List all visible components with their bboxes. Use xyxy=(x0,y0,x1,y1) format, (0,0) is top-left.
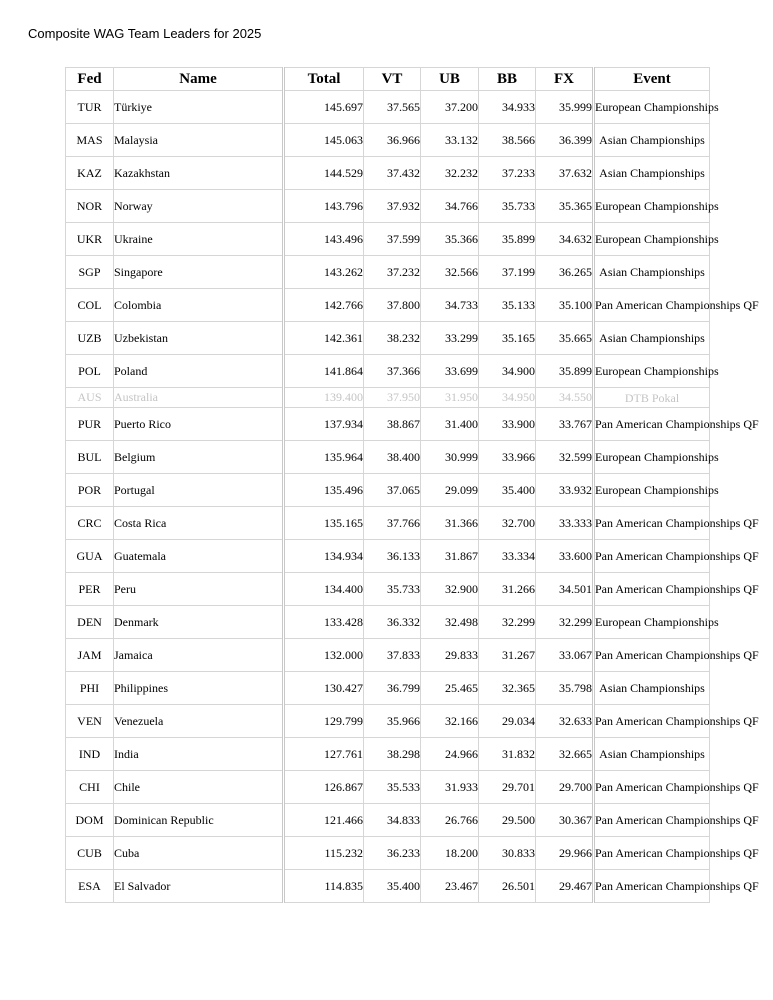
cell-fed: PHI xyxy=(66,672,114,705)
col-header-total: Total xyxy=(284,68,364,91)
col-header-ub: UB xyxy=(421,68,479,91)
cell-name: El Salvador xyxy=(114,870,284,903)
cell-bb: 35.899 xyxy=(479,223,536,256)
cell-event: Asian Championships xyxy=(594,738,710,771)
cell-vt: 36.133 xyxy=(364,540,421,573)
cell-vt: 38.298 xyxy=(364,738,421,771)
cell-vt: 35.533 xyxy=(364,771,421,804)
cell-vt: 35.400 xyxy=(364,870,421,903)
cell-ub: 31.400 xyxy=(421,408,479,441)
table-row xyxy=(66,322,710,355)
cell-total: 121.466 xyxy=(284,804,364,837)
cell-bb: 33.900 xyxy=(479,408,536,441)
cell-ub: 33.299 xyxy=(421,322,479,355)
cell-vt: 37.766 xyxy=(364,507,421,540)
cell-ub: 30.999 xyxy=(421,441,479,474)
cell-name: Philippines xyxy=(114,672,284,705)
table-row xyxy=(66,870,710,903)
cell-fx: 36.265 xyxy=(536,256,594,289)
cell-ub: 31.950 xyxy=(421,388,479,408)
cell-fed: KAZ xyxy=(66,157,114,190)
cell-bb: 34.950 xyxy=(479,388,536,408)
cell-bb: 35.733 xyxy=(479,190,536,223)
cell-bb: 34.900 xyxy=(479,355,536,388)
cell-event: Pan American Championships QF xyxy=(594,705,710,738)
table-row xyxy=(66,837,710,870)
cell-vt: 37.800 xyxy=(364,289,421,322)
col-header-bb: BB xyxy=(479,68,536,91)
cell-vt: 34.833 xyxy=(364,804,421,837)
cell-bb: 37.199 xyxy=(479,256,536,289)
cell-name: Uzbekistan xyxy=(114,322,284,355)
cell-bb: 35.165 xyxy=(479,322,536,355)
table-row xyxy=(66,507,710,540)
cell-ub: 31.933 xyxy=(421,771,479,804)
table-row xyxy=(66,573,710,606)
cell-ub: 24.966 xyxy=(421,738,479,771)
cell-name: India xyxy=(114,738,284,771)
cell-bb: 31.832 xyxy=(479,738,536,771)
cell-event: Asian Championships xyxy=(594,157,710,190)
cell-ub: 34.766 xyxy=(421,190,479,223)
cell-fx: 32.599 xyxy=(536,441,594,474)
cell-fx: 33.767 xyxy=(536,408,594,441)
table-row xyxy=(66,190,710,223)
cell-name: Kazakhstan xyxy=(114,157,284,190)
table-row xyxy=(66,289,710,322)
cell-fed: UKR xyxy=(66,223,114,256)
cell-name: Peru xyxy=(114,573,284,606)
cell-fx: 34.632 xyxy=(536,223,594,256)
cell-fed: SGP xyxy=(66,256,114,289)
cell-name: Puerto Rico xyxy=(114,408,284,441)
cell-fed: DOM xyxy=(66,804,114,837)
cell-vt: 35.966 xyxy=(364,705,421,738)
cell-name: Guatemala xyxy=(114,540,284,573)
cell-event: European Championships xyxy=(594,441,710,474)
cell-fed: AUS xyxy=(66,388,114,408)
cell-fed: PER xyxy=(66,573,114,606)
cell-bb: 35.133 xyxy=(479,289,536,322)
cell-event: Asian Championships xyxy=(594,672,710,705)
table-row xyxy=(66,223,710,256)
cell-fed: CHI xyxy=(66,771,114,804)
cell-fx: 34.550 xyxy=(536,388,594,408)
cell-vt: 37.366 xyxy=(364,355,421,388)
cell-total: 142.766 xyxy=(284,289,364,322)
cell-event: European Championships xyxy=(594,190,710,223)
cell-ub: 25.465 xyxy=(421,672,479,705)
cell-name: Ukraine xyxy=(114,223,284,256)
cell-fed: CUB xyxy=(66,837,114,870)
cell-name: Poland xyxy=(114,355,284,388)
cell-total: 139.400 xyxy=(284,388,364,408)
cell-total: 130.427 xyxy=(284,672,364,705)
cell-bb: 32.299 xyxy=(479,606,536,639)
cell-fx: 36.399 xyxy=(536,124,594,157)
cell-fx: 37.632 xyxy=(536,157,594,190)
cell-vt: 37.599 xyxy=(364,223,421,256)
cell-event: European Championships xyxy=(594,355,710,388)
cell-fed: UZB xyxy=(66,322,114,355)
cell-fed: CRC xyxy=(66,507,114,540)
cell-vt: 37.065 xyxy=(364,474,421,507)
col-header-fed: Fed xyxy=(66,68,114,91)
cell-vt: 36.799 xyxy=(364,672,421,705)
cell-event: Pan American Championships QF xyxy=(594,771,710,804)
cell-vt: 36.332 xyxy=(364,606,421,639)
cell-total: 127.761 xyxy=(284,738,364,771)
cell-event: Pan American Championships QF xyxy=(594,573,710,606)
cell-fx: 35.100 xyxy=(536,289,594,322)
cell-total: 134.934 xyxy=(284,540,364,573)
table-row xyxy=(66,771,710,804)
table-row xyxy=(66,540,710,573)
table-body xyxy=(66,91,759,903)
cell-event: Pan American Championships QF xyxy=(594,507,710,540)
cell-event: Asian Championships xyxy=(594,256,710,289)
cell-name: Cuba xyxy=(114,837,284,870)
cell-event: Pan American Championships QF xyxy=(594,804,710,837)
cell-name: Denmark xyxy=(114,606,284,639)
cell-total: 145.063 xyxy=(284,124,364,157)
cell-total: 134.400 xyxy=(284,573,364,606)
table-row xyxy=(66,91,710,124)
cell-name: Costa Rica xyxy=(114,507,284,540)
cell-total: 135.496 xyxy=(284,474,364,507)
team-leaders-table xyxy=(65,67,759,903)
cell-ub: 33.699 xyxy=(421,355,479,388)
cell-event: Asian Championships xyxy=(594,322,710,355)
cell-fed: COL xyxy=(66,289,114,322)
cell-fed: IND xyxy=(66,738,114,771)
table-row xyxy=(66,388,710,408)
cell-vt: 37.565 xyxy=(364,91,421,124)
cell-fx: 29.467 xyxy=(536,870,594,903)
cell-total: 143.796 xyxy=(284,190,364,223)
cell-fx: 35.665 xyxy=(536,322,594,355)
table-row xyxy=(66,157,710,190)
cell-total: 143.262 xyxy=(284,256,364,289)
cell-fed: POL xyxy=(66,355,114,388)
cell-total: 132.000 xyxy=(284,639,364,672)
cell-event: Pan American Championships QF xyxy=(594,408,710,441)
cell-total: 137.934 xyxy=(284,408,364,441)
cell-ub: 32.232 xyxy=(421,157,479,190)
cell-total: 135.165 xyxy=(284,507,364,540)
cell-bb: 35.400 xyxy=(479,474,536,507)
cell-event: Pan American Championships QF xyxy=(594,639,710,672)
table-row xyxy=(66,705,710,738)
cell-fx: 29.700 xyxy=(536,771,594,804)
cell-event: Asian Championships xyxy=(594,124,710,157)
cell-fx: 33.333 xyxy=(536,507,594,540)
col-header-vt: VT xyxy=(364,68,421,91)
cell-name: Türkiye xyxy=(114,91,284,124)
cell-ub: 31.366 xyxy=(421,507,479,540)
cell-ub: 35.366 xyxy=(421,223,479,256)
cell-total: 115.232 xyxy=(284,837,364,870)
cell-ub: 32.900 xyxy=(421,573,479,606)
table-row xyxy=(66,256,710,289)
cell-fx: 35.365 xyxy=(536,190,594,223)
cell-name: Colombia xyxy=(114,289,284,322)
cell-ub: 31.867 xyxy=(421,540,479,573)
cell-name: Dominican Republic xyxy=(114,804,284,837)
table-row xyxy=(66,355,710,388)
cell-fx: 35.899 xyxy=(536,355,594,388)
cell-total: 143.496 xyxy=(284,223,364,256)
cell-total: 142.361 xyxy=(284,322,364,355)
cell-vt: 37.932 xyxy=(364,190,421,223)
cell-fed: BUL xyxy=(66,441,114,474)
cell-fed: GUA xyxy=(66,540,114,573)
cell-fed: PUR xyxy=(66,408,114,441)
cell-ub: 29.833 xyxy=(421,639,479,672)
cell-total: 133.428 xyxy=(284,606,364,639)
cell-total: 144.529 xyxy=(284,157,364,190)
cell-vt: 37.232 xyxy=(364,256,421,289)
cell-fx: 35.999 xyxy=(536,91,594,124)
cell-fx: 32.633 xyxy=(536,705,594,738)
cell-event: DTB Pokal xyxy=(594,388,710,408)
page-title: Composite WAG Team Leaders for 2025 xyxy=(28,26,262,41)
cell-event: European Championships xyxy=(594,474,710,507)
cell-fx: 29.966 xyxy=(536,837,594,870)
header-row xyxy=(66,68,710,91)
cell-bb: 29.034 xyxy=(479,705,536,738)
col-header-event: Event xyxy=(594,68,710,91)
cell-ub: 26.766 xyxy=(421,804,479,837)
table-row xyxy=(66,408,710,441)
table-row xyxy=(66,124,710,157)
cell-bb: 37.233 xyxy=(479,157,536,190)
cell-bb: 31.267 xyxy=(479,639,536,672)
table-row xyxy=(66,606,710,639)
cell-bb: 38.566 xyxy=(479,124,536,157)
cell-vt: 38.867 xyxy=(364,408,421,441)
cell-bb: 34.933 xyxy=(479,91,536,124)
cell-fx: 34.501 xyxy=(536,573,594,606)
cell-vt: 36.233 xyxy=(364,837,421,870)
cell-name: Malaysia xyxy=(114,124,284,157)
cell-fx: 32.299 xyxy=(536,606,594,639)
cell-bb: 33.334 xyxy=(479,540,536,573)
cell-fx: 35.798 xyxy=(536,672,594,705)
cell-total: 141.864 xyxy=(284,355,364,388)
cell-fed: VEN xyxy=(66,705,114,738)
cell-name: Portugal xyxy=(114,474,284,507)
cell-fx: 33.600 xyxy=(536,540,594,573)
cell-fed: ESA xyxy=(66,870,114,903)
cell-bb: 32.700 xyxy=(479,507,536,540)
cell-fx: 30.367 xyxy=(536,804,594,837)
cell-ub: 34.733 xyxy=(421,289,479,322)
cell-name: Norway xyxy=(114,190,284,223)
cell-name: Chile xyxy=(114,771,284,804)
cell-fed: TUR xyxy=(66,91,114,124)
cell-ub: 32.566 xyxy=(421,256,479,289)
cell-fed: POR xyxy=(66,474,114,507)
cell-event: European Championships xyxy=(594,223,710,256)
cell-total: 129.799 xyxy=(284,705,364,738)
cell-ub: 32.166 xyxy=(421,705,479,738)
cell-fx: 32.665 xyxy=(536,738,594,771)
cell-event: Pan American Championships QF xyxy=(594,540,710,573)
cell-total: 135.964 xyxy=(284,441,364,474)
cell-fx: 33.067 xyxy=(536,639,594,672)
cell-name: Belgium xyxy=(114,441,284,474)
cell-bb: 26.501 xyxy=(479,870,536,903)
cell-total: 114.835 xyxy=(284,870,364,903)
cell-vt: 36.966 xyxy=(364,124,421,157)
cell-ub: 29.099 xyxy=(421,474,479,507)
cell-event: Pan American Championships QF xyxy=(594,289,710,322)
cell-ub: 37.200 xyxy=(421,91,479,124)
table-row xyxy=(66,441,710,474)
table-row xyxy=(66,804,710,837)
cell-bb: 30.833 xyxy=(479,837,536,870)
cell-fed: NOR xyxy=(66,190,114,223)
cell-ub: 18.200 xyxy=(421,837,479,870)
cell-vt: 37.950 xyxy=(364,388,421,408)
cell-bb: 31.266 xyxy=(479,573,536,606)
cell-fed: JAM xyxy=(66,639,114,672)
cell-event: Pan American Championships QF xyxy=(594,870,710,903)
cell-event: Pan American Championships QF xyxy=(594,837,710,870)
cell-bb: 32.365 xyxy=(479,672,536,705)
cell-event: European Championships xyxy=(594,606,710,639)
table-row xyxy=(66,738,710,771)
cell-vt: 38.232 xyxy=(364,322,421,355)
cell-fed: MAS xyxy=(66,124,114,157)
col-header-name: Name xyxy=(114,68,284,91)
cell-name: Australia xyxy=(114,388,284,408)
table-row xyxy=(66,672,710,705)
cell-vt: 38.400 xyxy=(364,441,421,474)
cell-bb: 33.966 xyxy=(479,441,536,474)
cell-bb: 29.500 xyxy=(479,804,536,837)
cell-fed: DEN xyxy=(66,606,114,639)
cell-vt: 35.733 xyxy=(364,573,421,606)
cell-vt: 37.833 xyxy=(364,639,421,672)
col-header-fx: FX xyxy=(536,68,594,91)
cell-fx: 33.932 xyxy=(536,474,594,507)
cell-name: Jamaica xyxy=(114,639,284,672)
cell-ub: 23.467 xyxy=(421,870,479,903)
cell-total: 145.697 xyxy=(284,91,364,124)
cell-ub: 32.498 xyxy=(421,606,479,639)
cell-name: Singapore xyxy=(114,256,284,289)
cell-vt: 37.432 xyxy=(364,157,421,190)
cell-ub: 33.132 xyxy=(421,124,479,157)
table-row xyxy=(66,639,710,672)
cell-bb: 29.701 xyxy=(479,771,536,804)
cell-total: 126.867 xyxy=(284,771,364,804)
cell-event: European Championships xyxy=(594,91,710,124)
table-row xyxy=(66,474,710,507)
cell-name: Venezuela xyxy=(114,705,284,738)
